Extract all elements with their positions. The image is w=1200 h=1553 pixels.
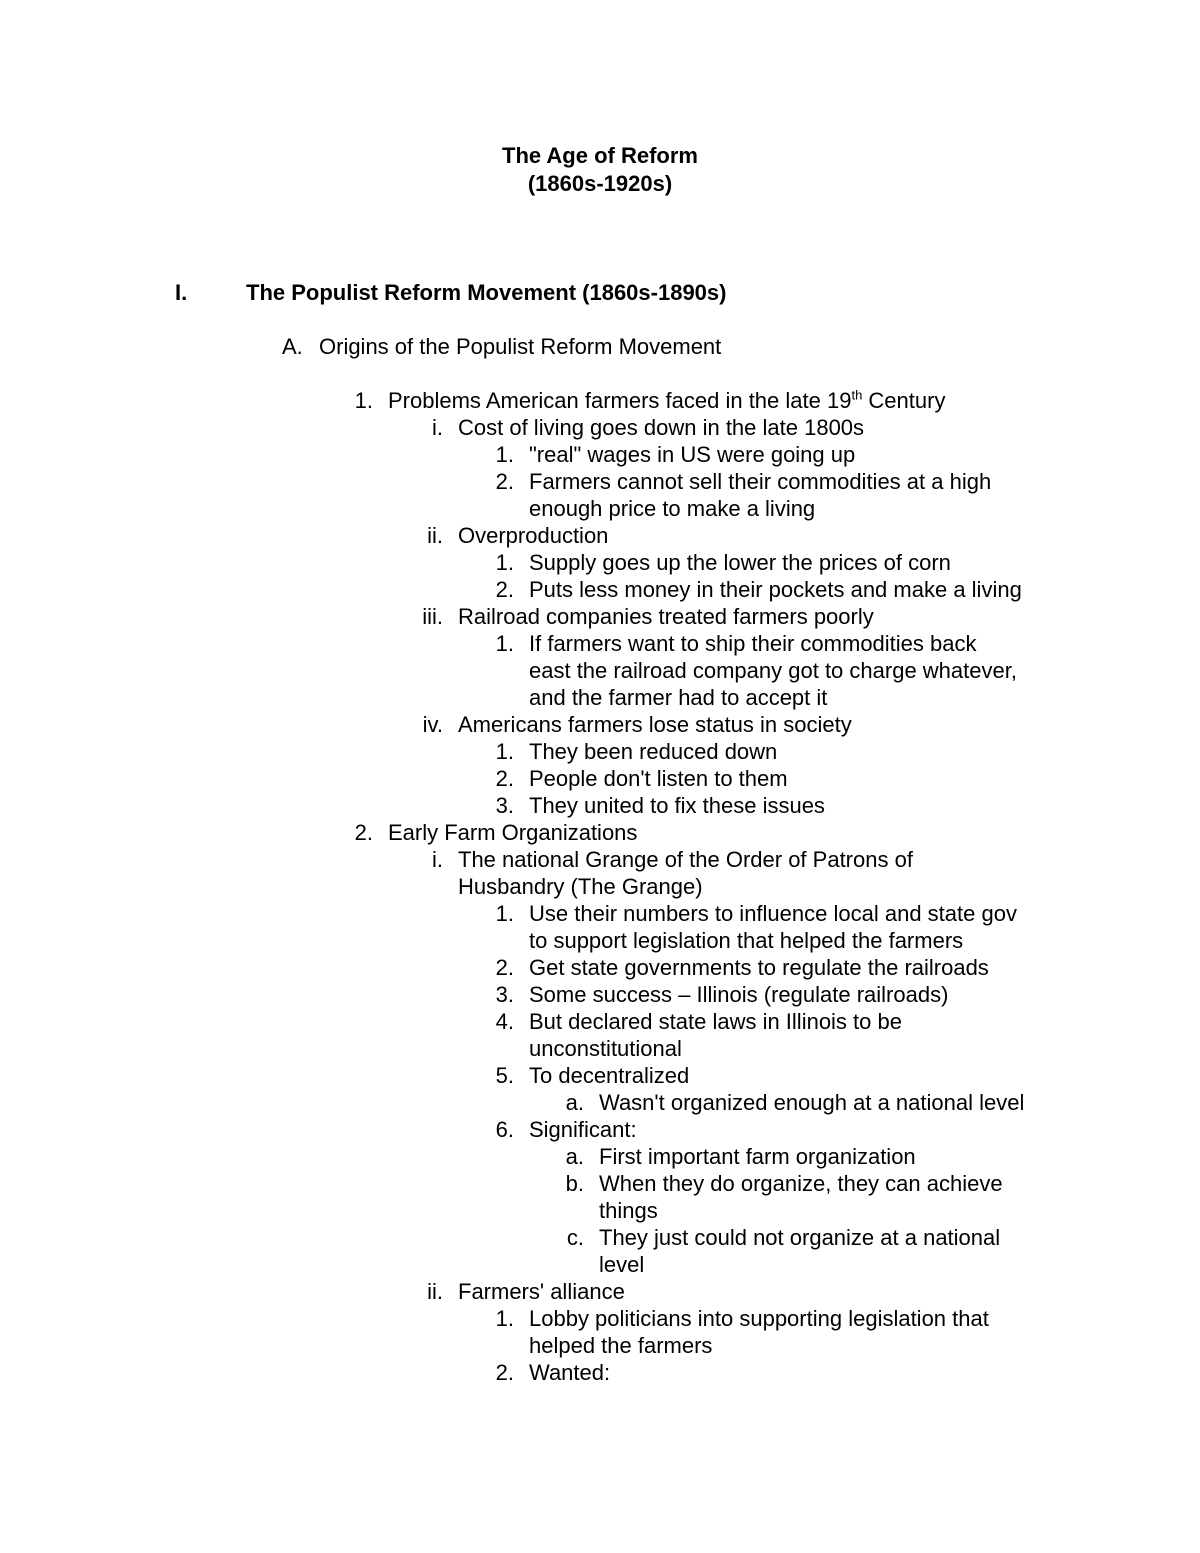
outline-marker: 2. bbox=[354, 820, 373, 845]
outline-marker: c. bbox=[566, 1225, 584, 1250]
outline-item-text: Farmers' alliance bbox=[458, 1279, 625, 1304]
outline-marker: a. bbox=[565, 1144, 584, 1169]
outline-item-text: Supply goes up the lower the prices of corn bbox=[529, 550, 951, 575]
outline-item-text: They been reduced down bbox=[529, 739, 778, 764]
outline-item-text: Wasn't organized enough at a national level bbox=[599, 1090, 1025, 1115]
outline-item-text: Get state governments to regulate the railroads bbox=[529, 955, 989, 980]
outline-item-text: To decentralized bbox=[529, 1063, 690, 1088]
outline-item-text: Americans farmers lose status in society bbox=[458, 712, 852, 737]
outline-item-text: Railroad companies treated farmers poorly bbox=[458, 604, 874, 629]
outline-item-text: When they do organize, they can achieve bbox=[599, 1171, 1003, 1196]
outline-marker: 3. bbox=[495, 793, 514, 818]
outline-item-text: But declared state laws in Illinois to be bbox=[529, 1009, 902, 1034]
outline-marker: 1. bbox=[495, 739, 514, 764]
outline-item-text: Lobby politicians into supporting legislation that bbox=[529, 1306, 989, 1331]
outline-item-text: unconstitutional bbox=[529, 1036, 682, 1061]
outline-marker: 1. bbox=[495, 1306, 514, 1331]
outline-marker: 3. bbox=[495, 982, 514, 1007]
outline-item-text: They united to fix these issues bbox=[529, 793, 825, 818]
section-heading: The Populist Reform Movement (1860s-1890s) bbox=[246, 280, 727, 305]
outline-marker: 1. bbox=[495, 901, 514, 926]
outline-item-text: Some success – Illinois (regulate railroads) bbox=[529, 982, 949, 1007]
document-subtitle: (1860s-1920s) bbox=[527, 171, 673, 196]
outline-item-text: enough price to make a living bbox=[529, 496, 816, 521]
subsection-heading: Origins of the Populist Reform Movement bbox=[319, 334, 722, 359]
outline-item-text: level bbox=[599, 1252, 645, 1277]
outline-marker: b. bbox=[565, 1171, 584, 1196]
outline-marker: 5. bbox=[495, 1063, 514, 1088]
outline-marker: ii. bbox=[427, 523, 443, 548]
outline-item-text: Early Farm Organizations bbox=[388, 820, 638, 845]
section-marker: I. bbox=[175, 280, 188, 305]
outline-item-text: Overproduction bbox=[458, 523, 609, 548]
outline-marker: 6. bbox=[495, 1117, 514, 1142]
outline-text-part: Problems American farmers faced in the late 19 bbox=[388, 388, 852, 413]
outline-marker: 2. bbox=[495, 766, 514, 791]
outline-item-text: If farmers want to ship their commodities back bbox=[529, 631, 977, 656]
ordinal-superscript: th bbox=[851, 387, 863, 403]
outline-item-text: and the farmer had to accept it bbox=[529, 685, 828, 710]
outline-marker: ii. bbox=[427, 1279, 443, 1304]
subsection-marker: A. bbox=[282, 334, 303, 359]
outline-item-text: things bbox=[599, 1198, 658, 1223]
outline-marker: 1. bbox=[354, 388, 373, 413]
outline-marker: i. bbox=[432, 847, 443, 872]
outline-marker: 2. bbox=[495, 955, 514, 980]
outline-text-part: Century bbox=[862, 388, 946, 413]
outline-marker: iii. bbox=[422, 604, 443, 629]
outline-item-text: helped the farmers bbox=[529, 1333, 713, 1358]
outline-item-text: Farmers cannot sell their commodities at a high bbox=[529, 469, 992, 494]
outline-item-text: Wanted: bbox=[529, 1360, 611, 1385]
outline-marker: 2. bbox=[495, 577, 514, 602]
outline-item-text: Puts less money in their pockets and make a living bbox=[529, 577, 1022, 602]
outline-marker: 4. bbox=[495, 1009, 514, 1034]
outline-item-text: Cost of living goes down in the late 1800s bbox=[458, 415, 865, 440]
outline-item-text: The national Grange of the Order of Patrons of bbox=[458, 847, 913, 872]
outline-marker: 2. bbox=[495, 469, 514, 494]
outline-item-text: People don't listen to them bbox=[529, 766, 788, 791]
outline-marker: 2. bbox=[495, 1360, 514, 1385]
outline-marker: iv. bbox=[422, 712, 443, 737]
outline-item-text: east the railroad company got to charge whatever, bbox=[529, 658, 1017, 683]
outline-marker: 1. bbox=[495, 631, 514, 656]
outline-item-text: Husbandry (The Grange) bbox=[458, 874, 703, 899]
outline-item-text: First important farm organization bbox=[599, 1144, 916, 1169]
outline-item-text: to support legislation that helped the farmers bbox=[529, 928, 964, 953]
outline-marker: i. bbox=[432, 415, 443, 440]
outline-marker: 1. bbox=[495, 442, 514, 467]
outline-item-text: Significant: bbox=[529, 1117, 637, 1142]
outline-item-text bbox=[388, 387, 945, 414]
outline-item-text: Use their numbers to influence local and state gov bbox=[529, 901, 1017, 926]
outline-marker: a. bbox=[565, 1090, 584, 1115]
outline-marker: 1. bbox=[495, 550, 514, 575]
outline-item-text: They just could not organize at a national bbox=[599, 1225, 1001, 1250]
document-title: The Age of Reform bbox=[502, 143, 698, 168]
outline-item-text: "real" wages in US were going up bbox=[529, 442, 856, 467]
